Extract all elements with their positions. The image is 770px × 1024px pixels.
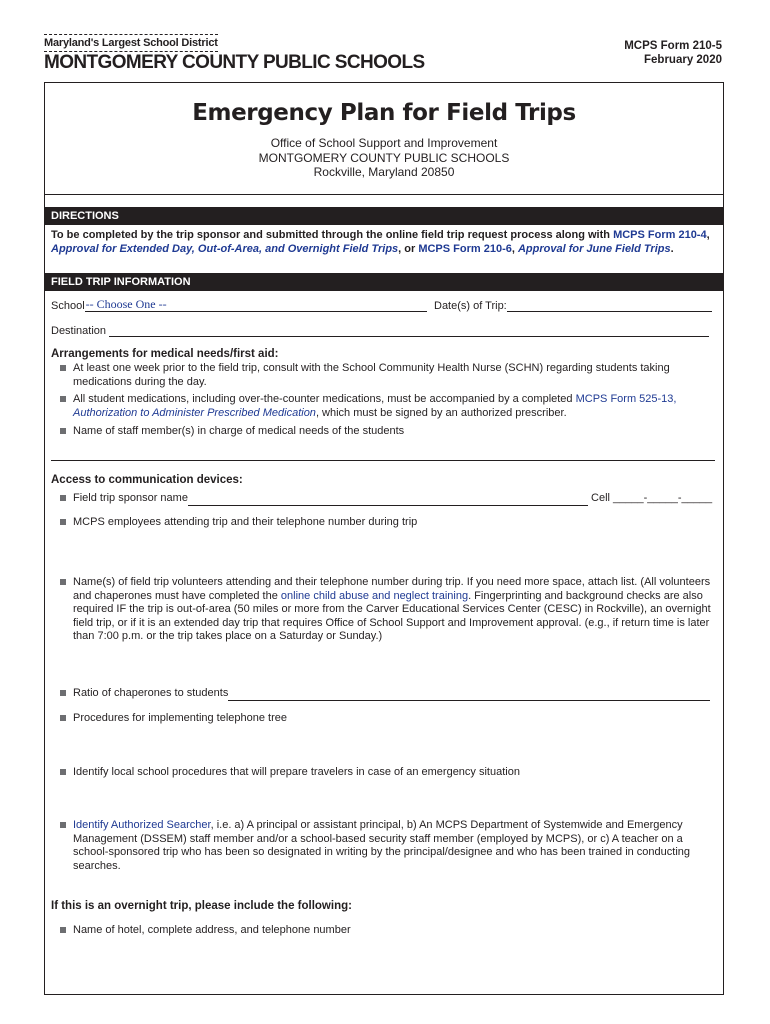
emergency-row	[60, 766, 710, 780]
bullet-icon	[60, 690, 66, 696]
sponsor-row	[60, 492, 715, 506]
employees-label: MCPS employees attending trip and their telephone number during trip	[73, 516, 418, 528]
directions-text-d: ,	[511, 242, 518, 255]
field-trip-info-heading: FIELD TRIP INFORMATION	[44, 273, 724, 291]
bullet-icon	[60, 365, 66, 371]
school-select[interactable]	[85, 299, 427, 312]
destination-field[interactable]	[109, 324, 709, 337]
bullet-icon	[60, 428, 66, 434]
ratio-field[interactable]	[228, 688, 710, 701]
authorized-searcher-link[interactable]: Identify Authorized Searcher	[73, 819, 211, 831]
volunteers-text-b: . Fingerprinting and background checks are also required IF the trip is out-of-area (50 miles or more from the Carver Educational Services Center (CESC) in Rockville), an overnight field trip, or if it is an extended day trip that requires Office of School Support and Improvement approval. (e.g., if return time is later than 7:00 p.m. or the trip takes place on a Saturday or Sunday.)	[73, 589, 711, 642]
medical-item-3	[60, 425, 710, 439]
form-date: February 2020	[644, 54, 722, 66]
school-row	[51, 299, 427, 312]
cell-label: Cell	[591, 492, 610, 504]
cell-field[interactable]: _____-_____-_____	[613, 492, 713, 504]
directions-heading: DIRECTIONS	[44, 207, 724, 225]
title-divider	[44, 194, 724, 195]
volunteers-text	[73, 576, 715, 644]
hotel-row	[60, 924, 710, 938]
medical-item-2-text	[73, 393, 710, 420]
overnight-heading: If this is an overnight trip, please include the following:	[51, 900, 352, 912]
medical-item-1-text: At least one week prior to the field trip, consult with the School Community Health Nurse (SCHN) regarding students taking medications during the day.	[73, 362, 670, 388]
sponsor-label: Field trip sponsor name	[73, 492, 188, 504]
form-525-13-link[interactable]: MCPS Form 525-13,	[575, 393, 677, 405]
bullet-icon	[60, 396, 66, 402]
phone-tree-row	[60, 712, 710, 726]
medical-item-2-a: All student medications, including over-the-counter medications, must be accompanied by a completed	[73, 393, 576, 405]
directions-text-e: .	[670, 242, 674, 255]
form-210-6-title-link[interactable]: Approval for June Field Trips	[517, 242, 671, 255]
bullet-icon	[60, 769, 66, 775]
directions-text-b: ,	[706, 229, 710, 241]
emergency-label: Identify local school procedures that will prepare travelers in case of an emergency situation	[73, 766, 520, 778]
bullet-icon	[60, 579, 66, 585]
form-210-6-link[interactable]: MCPS Form 210-6	[418, 242, 512, 255]
medical-item-2	[60, 393, 710, 420]
office-line-3: Rockville, Maryland 20850	[313, 165, 455, 179]
medical-heading: Arrangements for medical needs/first aid:	[51, 348, 279, 360]
directions-text-a: To be completed by the trip sponsor and submitted through the online field trip request process along with	[51, 229, 614, 241]
volunteers-text-a: Name(s) of field trip volunteers attending and their telephone number during trip. If you need more space, attach list. (All volunteers and chaperones must have completed the	[73, 576, 711, 602]
directions-text-c: , or	[398, 242, 419, 255]
school-label: School	[51, 300, 85, 312]
medical-item-2-b: , which must be signed by an authorized prescriber.	[315, 406, 567, 419]
dates-field[interactable]	[507, 299, 712, 312]
sponsor-name-field[interactable]	[188, 493, 588, 506]
destination-row	[51, 324, 709, 337]
bullet-icon	[60, 927, 66, 933]
form-525-13-title-link[interactable]: Authorization to Administer Prescribed Medication	[73, 406, 316, 419]
dates-label: Date(s) of Trip:	[434, 300, 507, 312]
ratio-label: Ratio of chaperones to students	[73, 687, 229, 699]
bullet-icon	[60, 519, 66, 525]
dates-row	[434, 299, 712, 312]
hotel-label: Name of hotel, complete address, and telephone number	[73, 924, 351, 936]
bullet-icon	[60, 715, 66, 721]
district-name: MONTGOMERY COUNTY PUBLIC SCHOOLS	[44, 52, 425, 73]
form-210-4-title-link[interactable]: Approval for Extended Day, Out-of-Area, and Overnight Field Trips	[51, 242, 399, 255]
form-number: MCPS Form 210-5	[624, 40, 722, 52]
school-select-value: -- Choose One --	[85, 297, 167, 311]
searcher-row	[60, 819, 720, 873]
form-number-block	[624, 39, 722, 67]
district-tagline: Maryland's Largest School District	[44, 34, 218, 52]
medical-item-3-text: Name of staff member(s) in charge of medical needs of the students	[73, 425, 405, 437]
searcher-text-body: , i.e. a) A principal or assistant principal, b) An MCPS Department of Systemwide and Emergency Management (DSSEM) staff member and/or a school-based security staff member (employed by MCPS), or c) A teacher on a school-sponsored trip who has been so designated in writing by the principal/designee and who has been trained in conducting searches.	[73, 819, 691, 872]
office-line-1: Office of School Support and Improvement	[270, 136, 498, 150]
directions-text	[51, 229, 716, 256]
title-block	[44, 82, 724, 194]
medical-staff-field[interactable]	[51, 460, 715, 461]
office-address	[44, 136, 724, 180]
medical-item-1	[60, 362, 710, 389]
office-line-2: MONTGOMERY COUNTY PUBLIC SCHOOLS	[258, 150, 510, 165]
destination-label: Destination	[51, 325, 107, 337]
phone-tree-label: Procedures for implementing telephone tree	[73, 712, 288, 724]
searcher-text	[73, 819, 720, 873]
bullet-icon	[60, 495, 66, 501]
communication-heading: Access to communication devices:	[51, 474, 243, 486]
volunteers-row	[60, 576, 715, 644]
bullet-icon	[60, 822, 66, 828]
page-title: Emergency Plan for Field Trips	[192, 100, 576, 126]
form-210-4-link[interactable]: MCPS Form 210-4	[613, 229, 707, 241]
employees-row	[60, 516, 710, 530]
ratio-row	[60, 687, 715, 701]
abuse-training-link[interactable]: online child abuse and neglect training	[280, 589, 469, 602]
